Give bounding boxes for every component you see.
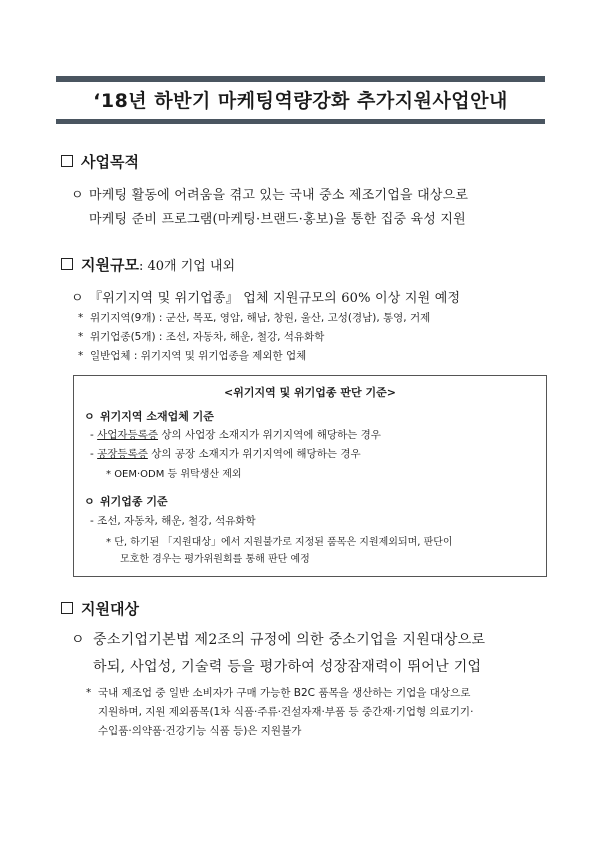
note-text: 위기업종(5개) : 조선, 자동차, 해운, 철강, 석유화학	[90, 331, 325, 343]
target-note-1	[86, 685, 470, 700]
scale-note-2	[78, 329, 324, 344]
section-heading-text: 지원대상	[81, 600, 139, 618]
criteria-title: <위기지역 및 위기업종 판단 기준>	[224, 386, 396, 399]
criteria-box	[73, 375, 547, 577]
region-note-text: OEM·ODM 등 위탁생산 제외	[114, 469, 242, 480]
checkbox-square-icon	[61, 155, 73, 167]
region-criteria-heading	[84, 408, 214, 424]
checkbox-square-icon	[61, 602, 73, 614]
region-line-1-text: 상의 사업장 소재지가 위기지역에 해당하는 경우	[158, 429, 381, 441]
bullet-circle-icon: ㅇ	[84, 410, 95, 423]
bullet-circle-icon: ㅇ	[71, 632, 85, 648]
region-criteria-line-2	[90, 446, 361, 461]
title-bottom-rule	[56, 119, 545, 124]
asterisk-icon: *	[106, 469, 111, 480]
section-heading-target	[61, 598, 139, 619]
note-text: 일반업체 : 위기지역 및 위기업종을 제외한 업체	[90, 350, 307, 362]
industry-criteria-note-2: 모호한 경우는 평가위원회를 통해 판단 예정	[120, 554, 310, 565]
industry-line-text: 조선, 자동차, 해운, 철강, 석유화학	[97, 515, 256, 527]
asterisk-icon: *	[86, 687, 92, 699]
asterisk-icon: *	[106, 537, 111, 548]
industry-heading-text: 위기업종 기준	[100, 495, 168, 508]
bullet-circle-icon: ㅇ	[84, 495, 95, 508]
scale-text-1: 『위기지역 및 위기업종』 업체 지원규모의 60% 이상 지원 예정	[89, 291, 461, 306]
section-heading-scale	[61, 254, 235, 275]
section-heading-text: 지원규모	[81, 256, 139, 274]
region-heading-text: 위기지역 소재업체 기준	[100, 410, 214, 423]
industry-criteria-note-1	[106, 533, 453, 548]
target-text-1: 중소기업기본법 제2조의 규정에 의한 중소기업을 지원대상으로	[93, 632, 486, 648]
dash-icon: -	[90, 429, 94, 441]
title-top-rule	[56, 76, 545, 82]
scale-note-3	[78, 348, 306, 363]
checkbox-square-icon	[61, 258, 73, 270]
scale-summary: : 40개 기업 내외	[138, 259, 236, 274]
purpose-line-2: 마케팅 준비 프로그램(마케팅·브랜드·홍보)을 통한 집중 육성 지원	[89, 212, 466, 227]
region-criteria-line-1	[90, 427, 381, 442]
industry-note-text-1: 단, 하기된 「지원대상」에서 지원불가로 지정된 품목은 지원제외되며, 판단이	[114, 537, 453, 548]
target-note-2: 지원하며, 지원 제외품목(1차 식품·주류·건설자재·부품 등 중간재·기업형 의료기기·	[98, 706, 474, 718]
dash-icon: -	[90, 515, 94, 527]
bullet-circle-icon: ㅇ	[71, 291, 84, 306]
region-criteria-note	[106, 465, 242, 480]
factory-registration-term: 공장등록증	[97, 448, 148, 460]
target-line-1	[71, 629, 485, 649]
section-heading-text: 사업목적	[81, 153, 139, 171]
region-line-2-text: 상의 공장 소재지가 위기지역에 해당하는 경우	[147, 448, 361, 460]
business-registration-term: 사업자등록증	[97, 429, 158, 441]
target-note-text-1: 국내 제조업 중 일반 소비자가 구매 가능한 B2C 품목을 생산하는 기업을 대상으로	[98, 687, 471, 699]
asterisk-icon: *	[78, 350, 84, 362]
purpose-text-1: 마케팅 활동에 어려움을 겪고 있는 국내 중소 제조기업을 대상으로	[89, 188, 469, 203]
target-note-3: 수입품·의약품·건강기능 식품 등)은 지원불가	[98, 725, 302, 737]
section-heading-purpose	[61, 151, 139, 172]
note-text: 위기지역(9개) : 군산, 목포, 영암, 해남, 창원, 울산, 고성(경남), 통영, 거제	[90, 312, 431, 324]
industry-criteria-heading	[84, 493, 168, 509]
asterisk-icon: *	[78, 312, 84, 324]
purpose-line-1	[71, 184, 468, 203]
asterisk-icon: *	[78, 331, 84, 343]
scale-note-1	[78, 310, 430, 325]
document-title: ‘18년 하반기 마케팅역량강화 추가지원사업안내	[93, 90, 508, 112]
scale-line-1	[71, 287, 460, 306]
bullet-circle-icon: ㅇ	[71, 188, 84, 203]
industry-criteria-line	[90, 513, 256, 528]
dash-icon: -	[90, 448, 94, 460]
target-line-2: 하되, 사업성, 기술력 등을 평가하여 성장잠재력이 뛰어난 기업	[93, 659, 482, 675]
